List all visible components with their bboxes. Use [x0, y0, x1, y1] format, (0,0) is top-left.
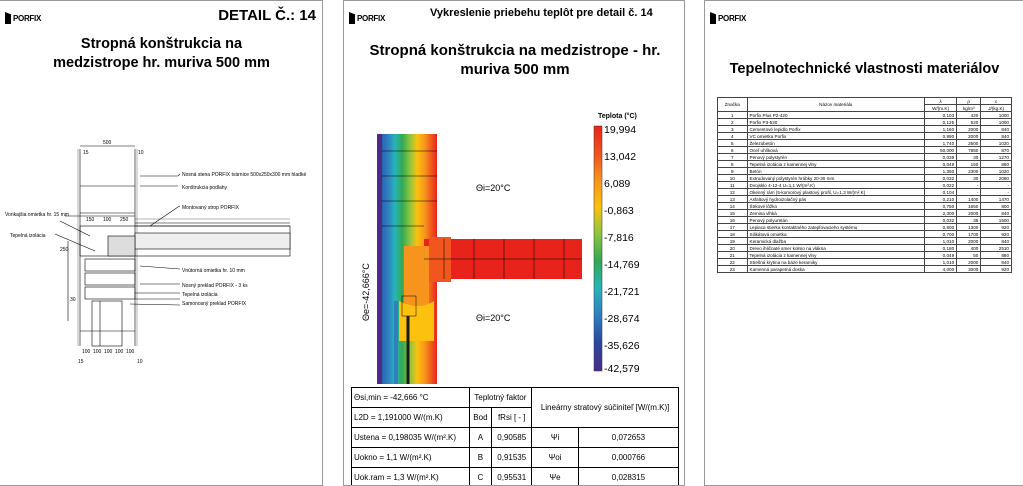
mark-cell: 2	[718, 119, 748, 126]
table-row	[352, 448, 679, 468]
lambda-cell: 0,103	[925, 112, 957, 119]
point-header: Bod	[469, 408, 492, 428]
label-exterior-plaster: Vonkajšia omietka hr. 15 mm	[5, 212, 69, 218]
rho-cell: 3000	[957, 266, 981, 273]
temperature-header: Vykreslenie priebehu teplôt pre detail č. 14	[430, 7, 653, 19]
lambda-cell: 0,049	[925, 252, 957, 259]
frsi-header: fRsi [ - ]	[492, 408, 532, 428]
col-lambda: λ	[925, 98, 957, 105]
material-name-cell: Porfix Plus P2-420	[747, 112, 925, 119]
construction-detail-drawing	[0, 1, 323, 486]
point-cell: A	[469, 428, 492, 448]
mark-cell: 12	[718, 189, 748, 196]
l2d-cell: L2D = 1,191000 W/(m.K)	[352, 408, 470, 428]
c-cell: -	[981, 182, 1012, 189]
c-cell: 1470	[981, 196, 1012, 203]
c-cell: 1020	[981, 140, 1012, 147]
scale-label-7: -21,721	[604, 286, 640, 298]
rho-cell: 2000	[957, 210, 981, 217]
table-row	[352, 428, 679, 448]
mark-cell: 9	[718, 168, 748, 175]
lambda-cell: 1,740	[925, 140, 957, 147]
theta-exterior: Θe=-42,666°C	[361, 263, 371, 321]
dim-bottom-2: 100	[93, 349, 102, 355]
label-thermal-insulation: Tepelná izolácia	[10, 233, 46, 239]
material-name-cell: Lepiaca stierka kontaktného zatepľovacieho systému	[747, 224, 925, 231]
material-name-cell: Okenný rám (5-komorový plastový profil, U=1,3 W/(m².K)	[747, 189, 925, 196]
unit-lambda: W/(m.K)	[925, 105, 957, 112]
sheet2-title-line2: muriva 500 mm	[460, 61, 570, 78]
mark-cell: 13	[718, 196, 748, 203]
dim-bottom-1: 100	[82, 349, 91, 355]
dim-bottom-4: 100	[115, 349, 124, 355]
c-cell: 840	[981, 210, 1012, 217]
table-row	[718, 196, 1012, 203]
scale-title: Teplota (°C)	[598, 113, 637, 120]
c-cell: 1000	[981, 119, 1012, 126]
c-cell: 840	[981, 238, 1012, 245]
rho-cell: 1300	[957, 224, 981, 231]
temperature-sheet	[343, 0, 685, 486]
c-cell: 2510	[981, 245, 1012, 252]
mark-cell: 6	[718, 147, 748, 154]
material-name-cell: Štrkové lôžko	[747, 203, 925, 210]
u-cell: Ustena = 0,198035 W/(m².K)	[352, 428, 470, 448]
mark-cell: 5	[718, 140, 748, 147]
rho-cell: -	[957, 182, 981, 189]
table-row	[718, 161, 1012, 168]
theta-interior-bottom: Θi=20°C	[476, 313, 511, 323]
mark-cell: 16	[718, 217, 748, 224]
c-cell: 840	[981, 133, 1012, 140]
table-row	[718, 140, 1012, 147]
material-name-cell: Silikátová omietka	[747, 231, 925, 238]
detail-drawing-sheet	[0, 0, 323, 486]
lambda-cell: 0,180	[925, 245, 957, 252]
col-c: c	[981, 98, 1012, 105]
material-name-cell: VC omietka Porfix	[747, 133, 925, 140]
dim-100: 100	[103, 217, 112, 223]
table-row	[718, 154, 1012, 161]
rho-cell: 520	[957, 119, 981, 126]
rho-cell: 7850	[957, 147, 981, 154]
mark-cell: 8	[718, 161, 748, 168]
material-name-cell: Penový polyuretán	[747, 217, 925, 224]
temperature-field-plot	[344, 1, 685, 387]
sheet2-title-line1: Stropná konštrukcia na medzistrope - hr.	[369, 42, 661, 59]
material-name-cell: Keramická dlažba	[747, 238, 925, 245]
table-row	[718, 112, 1012, 119]
c-cell: 1000	[981, 112, 1012, 119]
sheet1-title-line2: medzistrope hr. muriva 500 mm	[53, 55, 270, 71]
mark-cell: 15	[718, 210, 748, 217]
label-thermal-insulation-2: Tepelná izolácia	[182, 292, 218, 298]
materials-sheet	[704, 0, 1023, 486]
f-cell: 0,90585	[492, 428, 532, 448]
rho-cell: 2000	[957, 133, 981, 140]
mark-cell: 3	[718, 126, 748, 133]
c-cell: 880	[981, 252, 1012, 259]
scale-label-9: -35,626	[604, 340, 640, 352]
label-interior-plaster: Vnútorná omietka hr. 10 mm	[182, 268, 245, 274]
psi-value-cell: 0,028315	[578, 468, 678, 486]
material-name-cell: Extrudovaný polystyrén hrúbky 20-30 mm	[747, 175, 925, 182]
scale-label-3: 6,089	[604, 178, 631, 190]
rho-cell: 2000	[957, 238, 981, 245]
label-self-supporting-lintel: Samonosný preklad PORFIX	[182, 301, 247, 307]
table-row	[718, 182, 1012, 189]
table-row	[718, 119, 1012, 126]
table-row	[718, 147, 1012, 154]
mark-cell: 20	[718, 245, 748, 252]
lambda-cell: 0,990	[925, 133, 957, 140]
scale-label-8: -28,674	[604, 313, 640, 325]
dim-250: 250	[120, 217, 129, 223]
c-cell: 840	[981, 259, 1012, 266]
c-cell: 2060	[981, 175, 1012, 182]
dim-bottom-3: 100	[104, 349, 113, 355]
rho-cell: 2300	[957, 168, 981, 175]
logo-text: PORFIX	[718, 13, 746, 23]
label-prefab-ceiling: Montovaný strop PORFIX	[182, 205, 239, 211]
material-name-cell: Cementové lepidlo Porfix	[747, 126, 925, 133]
mark-cell: 18	[718, 231, 748, 238]
c-cell: 870	[981, 147, 1012, 154]
rho-cell: 400	[957, 245, 981, 252]
table-row	[352, 388, 679, 408]
c-cell: 1500	[981, 217, 1012, 224]
psi-cell: Ψi	[532, 428, 579, 448]
mark-cell: 21	[718, 252, 748, 259]
table-row	[718, 175, 1012, 182]
lambda-cell: 0,104	[925, 189, 957, 196]
material-name-cell: Tepelná izolácia z kamennej vlny	[747, 161, 925, 168]
table-row	[718, 238, 1012, 245]
material-name-cell: Penový polystyrén	[747, 154, 925, 161]
table-row	[718, 259, 1012, 266]
psi-value-cell: 0,000766	[578, 448, 678, 468]
table-row	[718, 168, 1012, 175]
theta-interior-top: Θi=20°C	[476, 183, 511, 193]
lambda-cell: 0,210	[925, 196, 957, 203]
mark-cell: 1	[718, 112, 748, 119]
mark-cell: 23	[718, 266, 748, 273]
lambda-cell: 0,022	[925, 182, 957, 189]
table-row	[718, 231, 1012, 238]
c-cell: -	[981, 189, 1012, 196]
mark-cell: 22	[718, 259, 748, 266]
table-row	[718, 126, 1012, 133]
rho-cell: 420	[957, 112, 981, 119]
dim-15b: 15	[78, 359, 84, 365]
table-row	[718, 189, 1012, 196]
dim-bottom-5: 100	[126, 349, 135, 355]
col-material-name: Názov materiálu	[747, 98, 925, 112]
lambda-cell: 0,039	[925, 154, 957, 161]
c-cell: 1020	[981, 168, 1012, 175]
c-cell: 920	[981, 266, 1012, 273]
label-load-bearing-wall: Nosná stena PORFIX tvárnice 500x250x300 mm hladké	[182, 172, 307, 178]
scale-label-6: -14,769	[604, 259, 640, 271]
lambda-cell: 1,010	[925, 259, 957, 266]
label-load-bearing-lintel: Nosný preklad PORFIX - 3 ks	[182, 283, 248, 289]
psi-cell: Ψe	[532, 468, 579, 486]
rho-cell: 1400	[957, 196, 981, 203]
table-row	[352, 468, 679, 486]
linear-loss-header: Lineárny stratový súčiniteľ [W/(m.K)]	[532, 388, 679, 428]
material-name-cell: Drevo ihličnaté smer kolmo na vlákna	[747, 245, 925, 252]
unit-c: J/(kg.K)	[981, 105, 1012, 112]
rho-cell: 150	[957, 161, 981, 168]
unit-rho: kg/m³	[957, 105, 981, 112]
dim-15: 15	[83, 150, 89, 156]
rho-cell: 35	[957, 217, 981, 224]
logo-text: PORFIX	[13, 13, 41, 23]
table-row	[718, 203, 1012, 210]
dim-150: 150	[86, 217, 95, 223]
col-mark: Značka	[718, 98, 748, 112]
scale-label-10: -42,579	[604, 363, 640, 375]
mark-cell: 10	[718, 175, 748, 182]
material-name-cell: Železobetón	[747, 140, 925, 147]
table-header-row	[718, 98, 1012, 105]
psi-value-cell: 0,072653	[578, 428, 678, 448]
f-cell: 0,91535	[492, 448, 532, 468]
table-row	[718, 245, 1012, 252]
c-cell: 920	[981, 224, 1012, 231]
material-name-cell: Asfaltový hydroizolačný pás	[747, 196, 925, 203]
sheet1-title-line1: Stropná konštrukcia na	[80, 36, 243, 52]
rho-cell: 50	[957, 252, 981, 259]
material-name-cell: Oceľ uhlíková	[747, 147, 925, 154]
rho-cell: 2000	[957, 126, 981, 133]
c-cell: 840	[981, 126, 1012, 133]
mark-cell: 14	[718, 203, 748, 210]
lambda-cell: 0,032	[925, 217, 957, 224]
mark-cell: 7	[718, 154, 748, 161]
c-cell: 800	[981, 203, 1012, 210]
dim-10b: 10	[137, 359, 143, 365]
material-name-cell: Tepelná izolácia z kamennej vlny	[747, 252, 925, 259]
porfix-logo	[710, 12, 746, 24]
material-name-cell: Kamenná parapetná doska	[747, 266, 925, 273]
materials-table	[717, 97, 1012, 273]
mark-cell: 11	[718, 182, 748, 189]
table-row	[718, 266, 1012, 273]
lambda-cell: 50,000	[925, 147, 957, 154]
rho-cell: 30	[957, 154, 981, 161]
materials-title: Tepelnotechnické vlastnosti materiálov	[729, 61, 1000, 77]
lambda-cell: 0,750	[925, 203, 957, 210]
lambda-cell: 1,160	[925, 126, 957, 133]
rho-cell: 30	[957, 175, 981, 182]
u-cell: Uok.ram = 1,3 W/(m².K)	[352, 468, 470, 486]
f-cell: 0,95531	[492, 468, 532, 486]
scale-label-4: -0,863	[604, 205, 634, 217]
material-name-cell: Porfix P3-520	[747, 119, 925, 126]
point-cell: C	[469, 468, 492, 486]
scale-label-2: 13,042	[604, 151, 637, 163]
temperature-factor-header: Teplotný faktor	[469, 388, 532, 408]
dim-250b: 250	[60, 247, 69, 253]
lambda-cell: 0,800	[925, 224, 957, 231]
mark-cell: 4	[718, 133, 748, 140]
material-name-cell: Strešná krytina na báze keramiky	[747, 259, 925, 266]
results-table	[351, 387, 679, 486]
rho-cell: 2000	[957, 259, 981, 266]
logo-text: PORFIX	[357, 13, 385, 23]
scale-label-1: 19,994	[604, 124, 637, 136]
scale-label-5: -7,816	[604, 232, 634, 244]
mark-cell: 17	[718, 224, 748, 231]
table-row	[718, 217, 1012, 224]
rho-cell: 1700	[957, 231, 981, 238]
mark-cell: 19	[718, 238, 748, 245]
rho-cell: 2500	[957, 140, 981, 147]
material-name-cell: Zemina vlhká	[747, 210, 925, 217]
c-cell: 920	[981, 231, 1012, 238]
dim-500: 500	[103, 140, 112, 146]
table-row	[718, 210, 1012, 217]
c-cell: 880	[981, 161, 1012, 168]
lambda-cell: 0,700	[925, 231, 957, 238]
lambda-cell: 1,360	[925, 168, 957, 175]
dim-30: 30	[70, 297, 76, 303]
c-cell: 1270	[981, 154, 1012, 161]
theta-min-cell: Θsi,min = -42,666 °C	[352, 388, 470, 408]
lambda-cell: 1,010	[925, 238, 957, 245]
material-name-cell: Betón	[747, 168, 925, 175]
temperature-scale-bar	[594, 126, 602, 371]
table-row	[718, 252, 1012, 259]
table-row	[718, 224, 1012, 231]
dim-10: 10	[138, 150, 144, 156]
table-row	[718, 133, 1012, 140]
psi-cell: Ψoi	[532, 448, 579, 468]
lambda-cell: 0,032	[925, 175, 957, 182]
point-cell: B	[469, 448, 492, 468]
lambda-cell: 2,300	[925, 210, 957, 217]
material-name-cell: Dvojsklo 4-12-4 U=1,1 W/(m².K)	[747, 182, 925, 189]
detail-number: DETAIL Č.: 14	[218, 7, 316, 24]
u-cell: Uokno = 1,1 W/(m².K)	[352, 448, 470, 468]
lambda-cell: 4,000	[925, 266, 957, 273]
lambda-cell: 0,049	[925, 161, 957, 168]
col-rho: ρ	[957, 98, 981, 105]
label-floor-construction: Konštrukcia podlahy	[182, 185, 228, 191]
rho-cell: -	[957, 189, 981, 196]
rho-cell: 1650	[957, 203, 981, 210]
lambda-cell: 0,125	[925, 119, 957, 126]
